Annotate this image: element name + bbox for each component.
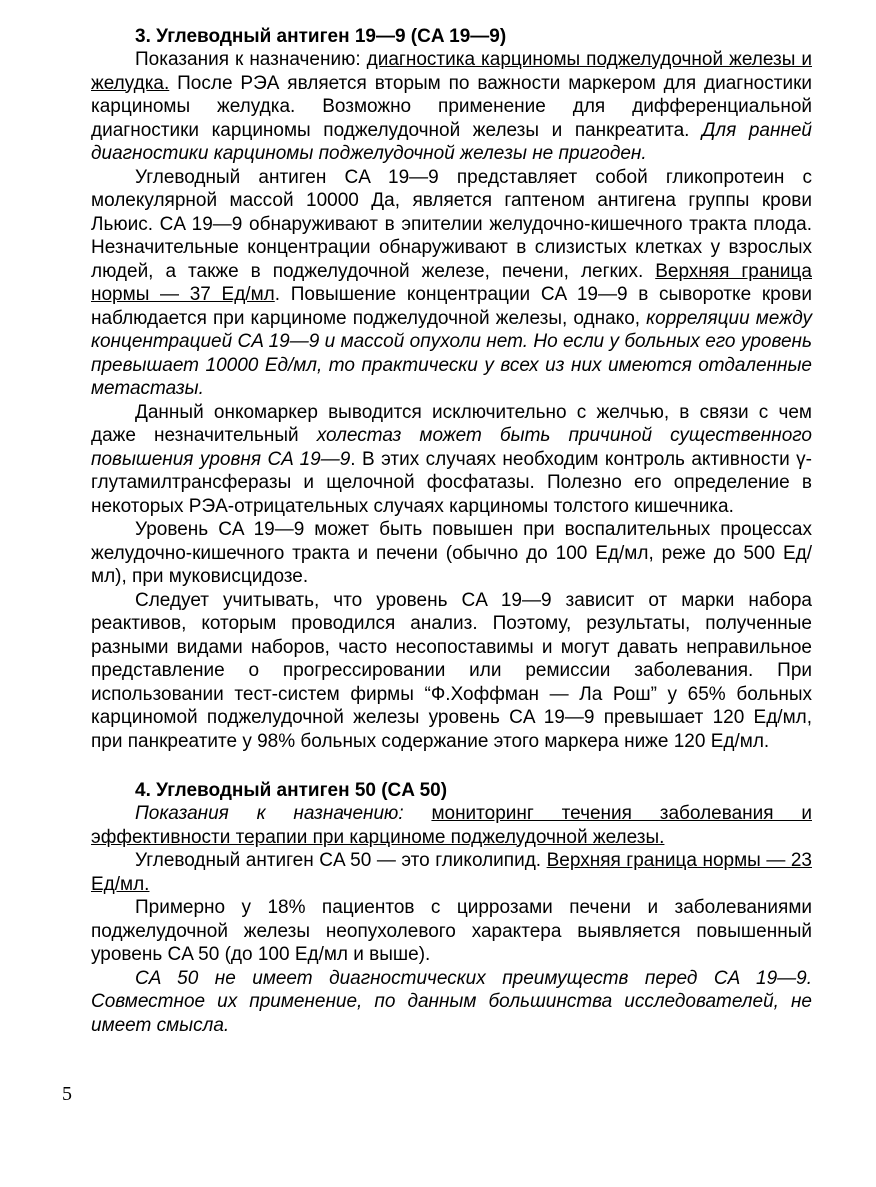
paragraph [91,166,812,401]
text-run: Данный онкомаркер выводится исключительно с желчью, в связи с чем даже незначительный [91,401,812,446]
document-body [91,25,812,1037]
section-ca-19-9 [91,25,812,753]
text-run: После РЭА является вторым по важности маркером для диагностики карциномы желудка. Возможно применение для дифференциальной диагностики карциномы поджелудочной железы и панкреатита. [91,72,812,141]
paragraph [91,802,812,849]
text-run: . Повышение концентрации CA 19—9 в сыворотке крови наблюдается при карциноме поджелудочной железы, однако, [91,284,812,329]
paragraph [91,401,812,519]
italic-text: Для ранней диагностики карциномы поджелудочной железы не пригоден. [91,119,812,164]
text-run: Следует учитывать, что уровень CA 19—9 зависит от марки набора реактивов, которым проводился анализ. Поэтому, результаты, полученные разными видами наборов, часто несопоставимы и могут давать неправильное представление о прогрессировании или ремиссии заболевания. При использовании тест-систем фирмы “Ф.Хоффман — Ла Рош” у 65% больных карциномой поджелудочной железы уровень CA 19—9 превышает 120 Ед/мл, при панкреатите у 98% больных содержание этого маркера ниже 120 Ед/мл. [91,589,812,752]
paragraph [91,48,812,166]
italic-text: холестаз может быть причиной существенного повышения уровня CA 19—9 [91,425,813,470]
section-heading: 4. Углеводный антиген 50 (CA 50) [135,780,448,801]
italic-text: CA 50 не имеет диагностических преимуществ перед CA 19—9. Совместное их применение, по данным большинства исследователей, не имеет смысла. [91,967,812,1036]
paragraph [91,589,812,754]
underlined-text: Верхняя граница нормы — 37 Ед/мл [91,260,812,305]
page-number: 5 [62,1083,72,1105]
text-run: Углеводный антиген CA 19—9 представляет собой гликопротеин с молекулярной массой 10000 Да, является гаптеном антигена группы крови Льюис. CA 19—9 обнаруживают в эпителии желудочно-кишечного тракта плода. Незначительные концентрации обнаруживают в слизистых клетках у взрослых людей, а также в поджелудочной железе, печени, легких. [91,166,812,282]
paragraph [91,896,812,967]
section-ca-50 [91,779,812,1037]
underlined-text: диагностика карциномы поджелудочной железы и желудка. [91,49,812,94]
text-run: Показания к назначению: [135,49,367,70]
underlined-text: Верхняя граница нормы — 23 Ед/мл. [91,850,812,895]
text-run: . В этих случаях необходим контроль активности γ-глутамилтрансферазы и щелочной фосфатазы. Полезно его определение в некоторых РЭА-отрицательных случаях карциномы толстого кишечника. [91,448,812,517]
paragraph [91,967,812,1038]
underlined-text: мониторинг течения заболевания и эффективности терапии при карциноме поджелудочной железы. [91,803,812,848]
text-run: Уровень CA 19—9 может быть повышен при воспалительных процессах желудочно-кишечного тракта и печени (обычно до 100 Ед/мл, реже до 500 Ед/мл), при муковисцидозе. [91,519,812,587]
text-run: Примерно у 18% пациентов с циррозами печени и заболеваниями поджелудочной железы неопухолевого характера выявляется повышенный уровень CA 50 (до 100 Ед/мл и выше). [91,897,812,965]
text-run: Углеводный антиген CA 50 — это гликолипид. [135,850,547,871]
italic-text: корреляции между концентрацией CA 19—9 и массой опухоли нет. Но если у больных его уровень превышает 10000 Ед/мл, то практически у всех из них имеются отдаленные метастазы. [91,307,812,399]
section-heading: 3. Углеводный антиген 19—9 (CA 19—9) [135,26,507,47]
paragraph [91,518,812,589]
paragraph [91,849,812,896]
italic-text: Показания к назначению: [135,803,432,824]
